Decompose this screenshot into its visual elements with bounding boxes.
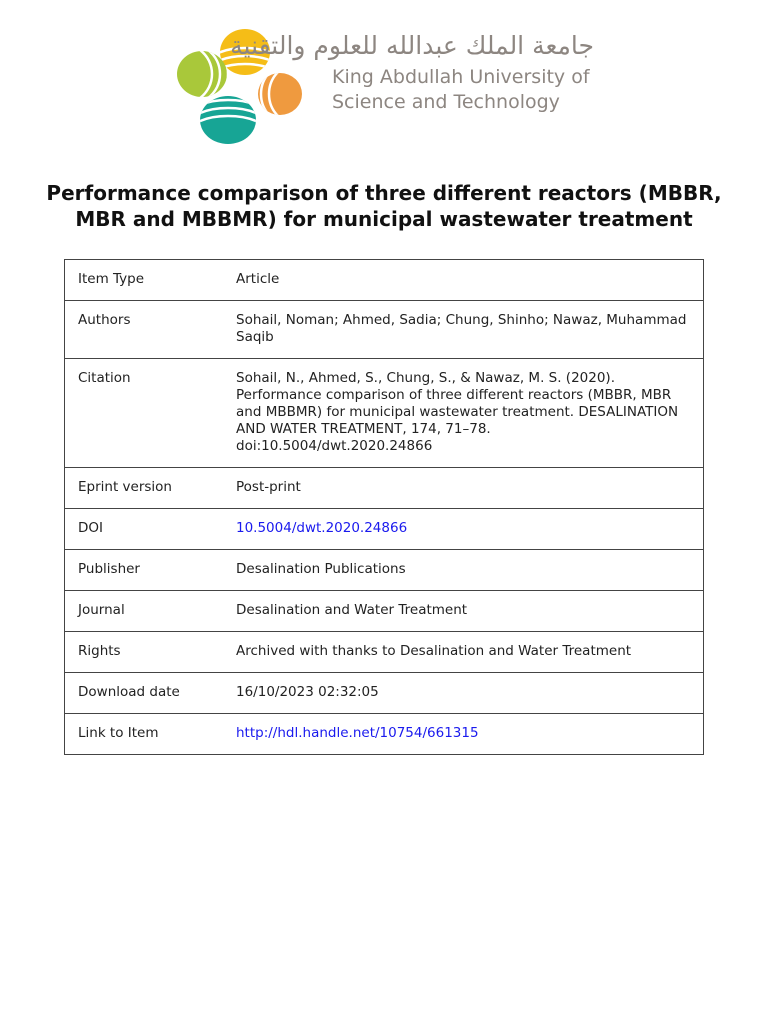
metadata-row-download-date bbox=[65, 673, 704, 714]
metadata-row-journal bbox=[65, 591, 704, 632]
metadata-value-cell-authors: Sohail, Noman; Ahmed, Sadia; Chung, Shinho; Nawaz, Muhammad Saqib bbox=[224, 301, 704, 359]
metadata-label-rights: Rights bbox=[65, 632, 225, 673]
metadata-value-cell-rights: Archived with thanks to Desalination and Water Treatment bbox=[224, 632, 704, 673]
metadata-label-citation: Citation bbox=[65, 359, 225, 468]
metadata-label-eprint-version: Eprint version bbox=[65, 468, 225, 509]
metadata-row-publisher bbox=[65, 550, 704, 591]
metadata-value-cell-item-type: Article bbox=[224, 260, 704, 301]
logo-english-name-line-2: Science and Technology bbox=[332, 91, 560, 113]
metadata-row-link-to-item bbox=[65, 714, 704, 755]
metadata-label-link-to-item: Link to Item bbox=[65, 714, 225, 755]
metadata-row-citation bbox=[65, 359, 704, 468]
metadata-label-authors: Authors bbox=[65, 301, 225, 359]
metadata-label-doi: DOI bbox=[65, 509, 225, 550]
metadata-row-authors bbox=[65, 301, 704, 359]
metadata-row-eprint-version bbox=[65, 468, 704, 509]
metadata-row-doi bbox=[65, 509, 704, 550]
metadata-row-item-type bbox=[65, 260, 704, 301]
metadata-value-cell-publisher: Desalination Publications bbox=[224, 550, 704, 591]
logo-text bbox=[230, 31, 602, 115]
link-to-item-link[interactable]: http://hdl.handle.net/10754/661315 bbox=[236, 725, 479, 741]
logo-english-name-line-1: King Abdullah University of bbox=[332, 66, 590, 88]
kaust-logo bbox=[170, 22, 600, 152]
metadata-row-rights bbox=[65, 632, 704, 673]
document-title: Performance comparison of three different reactors (MBBR, MBR and MBBMR) for municipal wastewater treatment bbox=[46, 181, 722, 231]
metadata-label-journal: Journal bbox=[65, 591, 225, 632]
metadata-label-item-type: Item Type bbox=[65, 260, 225, 301]
metadata-label-download-date: Download date bbox=[65, 673, 225, 714]
metadata-value-cell-journal: Desalination and Water Treatment bbox=[224, 591, 704, 632]
metadata-value-cell-link-to-item bbox=[224, 714, 704, 755]
logo-arabic-name: جامعة الملك عبدالله للعلوم والتقنية bbox=[230, 31, 594, 60]
doi-link[interactable]: 10.5004/dwt.2020.24866 bbox=[236, 520, 408, 536]
metadata-label-publisher: Publisher bbox=[65, 550, 225, 591]
metadata-value-cell-eprint-version: Post-print bbox=[224, 468, 704, 509]
metadata-table bbox=[64, 259, 704, 755]
metadata-value-cell-doi bbox=[224, 509, 704, 550]
metadata-value-cell-download-date: 16/10/2023 02:32:05 bbox=[224, 673, 704, 714]
metadata-value-cell-citation: Sohail, N., Ahmed, S., Chung, S., & Nawaz, M. S. (2020). Performance comparison of three different reactors (MBBR, MBR and MBBMR) for municipal wastewater treatment. DESALINATION AND WATER TREATMENT, 174, 71–78. doi:10.5004/dwt.2020.24866 bbox=[224, 359, 704, 468]
